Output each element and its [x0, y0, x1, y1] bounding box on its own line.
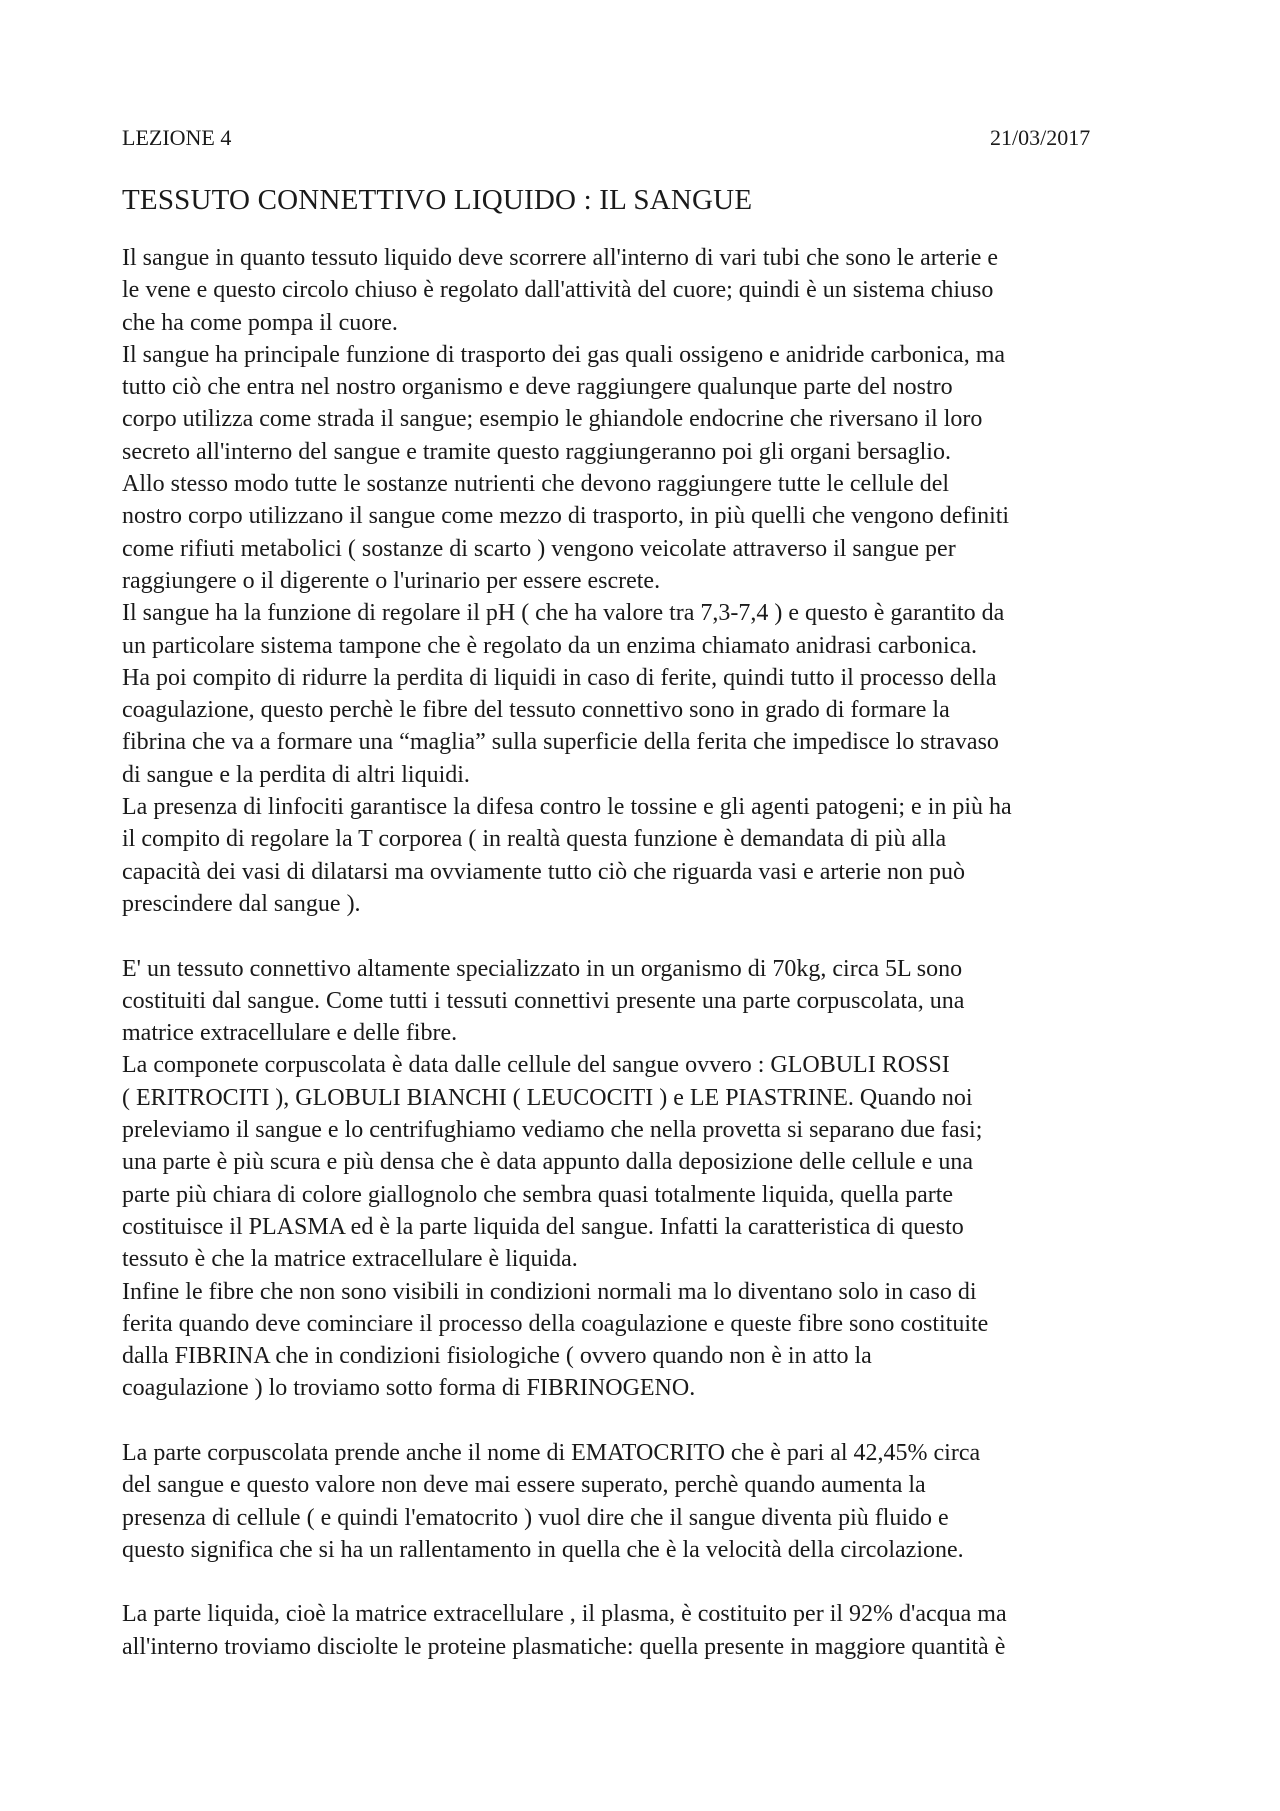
text-line: matrice extracellulare e delle fibre.	[122, 1020, 458, 1047]
text-line: La presenza di linfociti garantisce la difesa contro le tossine e gli agenti patogeni; e in più ha	[122, 794, 1012, 821]
text-line: coagulazione ) lo troviamo sotto forma di FIBRINOGENO.	[122, 1375, 696, 1402]
text-line: dalla FIBRINA che in condizioni fisiologiche ( ovvero quando non è in atto la	[122, 1343, 872, 1370]
text-line: preleviamo il sangue e lo centrifughiamo vediamo che nella provetta si separano due fasi;	[122, 1117, 983, 1144]
text-line: come rifiuti metabolici ( sostanze di scarto ) vengono veicolate attraverso il sangue per	[122, 535, 956, 562]
text-line: costituisce il PLASMA ed è la parte liquida del sangue. Infatti la caratteristica di questo	[122, 1213, 964, 1240]
paragraph	[122, 597, 1172, 662]
text-line: corpo utilizza come strada il sangue; esempio le ghiandole endocrine che riversano il loro	[122, 406, 983, 433]
lesson-number: LEZIONE 4	[122, 125, 232, 150]
text-line: Allo stesso modo tutte le sostanze nutrienti che devono raggiungere tutte le cellule del	[122, 471, 950, 498]
paragraph	[122, 1049, 1172, 1275]
text-line: secreto all'interno del sangue e tramite questo raggiungeranno poi gli organi bersaglio.	[122, 438, 951, 465]
document-header	[122, 122, 1172, 154]
text-line: tutto ciò che entra nel nostro organismo e deve raggiungere qualunque parte del nostro	[122, 374, 953, 401]
paragraph	[122, 662, 1172, 791]
text-line: La componete corpuscolata è data dalle cellule del sangue ovvero : GLOBULI ROSSI	[122, 1052, 950, 1079]
text-line: Il sangue in quanto tessuto liquido deve scorrere all'interno di vari tubi che sono le arterie e	[122, 245, 999, 271]
text-line: coagulazione, questo perchè le fibre del tessuto connettivo sono in grado di formare la	[122, 697, 950, 724]
text-line: La parte corpuscolata prende anche il nome di EMATOCRITO che è pari al 42,45% circa	[122, 1439, 981, 1466]
text-line: Il sangue ha la funzione di regolare il pH ( che ha valore tra 7,3-7,4 ) e questo è garantito da	[122, 600, 1005, 627]
text-line: Infine le fibre che non sono visibili in condizioni normali ma lo diventano solo in caso di	[122, 1278, 977, 1305]
paragraph	[122, 468, 1172, 597]
text-line: parte più chiara di colore giallognolo che sembra quasi totalmente liquida, quella parte	[122, 1181, 954, 1208]
document-page	[122, 122, 1172, 1663]
paragraph-spacer	[122, 1566, 1172, 1598]
text-line: E' un tessuto connettivo altamente specializzato in un organismo di 70kg, circa 5L sono	[122, 955, 963, 982]
document-body	[122, 242, 1172, 1663]
text-line: ( ERITROCITI ), GLOBULI BIANCHI ( LEUCOCITI ) e LE PIASTRINE. Quando noi	[122, 1084, 973, 1111]
paragraph	[122, 791, 1172, 920]
text-line: Ha poi compito di ridurre la perdita di liquidi in caso di ferite, quindi tutto il processo della	[122, 664, 997, 691]
text-line: nostro corpo utilizzano il sangue come mezzo di trasporto, in più quelli che vengono definiti	[122, 503, 1010, 530]
text-line: La parte liquida, cioè la matrice extracellulare , il plasma, è costituito per il 92% d'acqua ma	[122, 1601, 1007, 1628]
paragraph	[122, 953, 1172, 1050]
text-line: costituiti dal sangue. Come tutti i tessuti connettivi presente una parte corpuscolata, una	[122, 987, 965, 1014]
text-line: una parte è più scura e più densa che è data appunto dalla deposizione delle cellule e una	[122, 1149, 973, 1176]
text-line: il compito di regolare la T corporea ( in realtà questa funzione è demandata di più alla	[122, 826, 947, 853]
lesson-date: 21/03/2017	[990, 125, 1091, 150]
text-line: fibrina che va a formare una “maglia” sulla superficie della ferita che impedisce lo stravaso	[122, 729, 999, 756]
text-line: prescindere dal sangue ).	[122, 890, 361, 917]
text-line: ferita quando deve cominciare il processo della coagulazione e queste fibre sono costituite	[122, 1310, 989, 1337]
paragraph	[122, 1276, 1172, 1405]
text-line: del sangue e questo valore non deve mai essere superato, perchè quando aumenta la	[122, 1472, 926, 1499]
text-line: le vene e questo circolo chiuso è regolato dall'attività del cuore; quindi è un sistema chiuso	[122, 277, 994, 304]
text-line: che ha come pompa il cuore.	[122, 309, 398, 336]
text-line: di sangue e la perdita di altri liquidi.	[122, 761, 470, 788]
text-line: tessuto è che la matrice extracellulare è liquida.	[122, 1246, 578, 1273]
paragraph	[122, 242, 1172, 339]
document-title: TESSUTO CONNETTIVO LIQUIDO : IL SANGUE	[122, 184, 753, 216]
paragraph	[122, 1437, 1172, 1566]
text-line: un particolare sistema tampone che è regolato da un enzima chiamato anidrasi carbonica.	[122, 632, 977, 659]
text-line: questo significa che si ha un rallentamento in quella che è la velocità della circolazione.	[122, 1536, 964, 1563]
text-line: Il sangue ha principale funzione di trasporto dei gas quali ossigeno e anidride carbonica, ma	[122, 341, 1006, 368]
paragraph-spacer	[122, 920, 1172, 952]
text-line: capacità dei vasi di dilatarsi ma ovviamente tutto ciò che riguarda vasi e arterie non può	[122, 858, 966, 885]
text-line: raggiungere o il digerente o l'urinario per essere escrete.	[122, 567, 661, 594]
paragraph	[122, 339, 1172, 468]
text-line: all'interno troviamo disciolte le proteine plasmatiche: quella presente in maggiore quantità è	[122, 1633, 1006, 1660]
paragraph	[122, 1598, 1172, 1663]
paragraph-spacer	[122, 1405, 1172, 1437]
text-line: presenza di cellule ( e quindi l'ematocrito ) vuol dire che il sangue diventa più fluido e	[122, 1504, 949, 1531]
